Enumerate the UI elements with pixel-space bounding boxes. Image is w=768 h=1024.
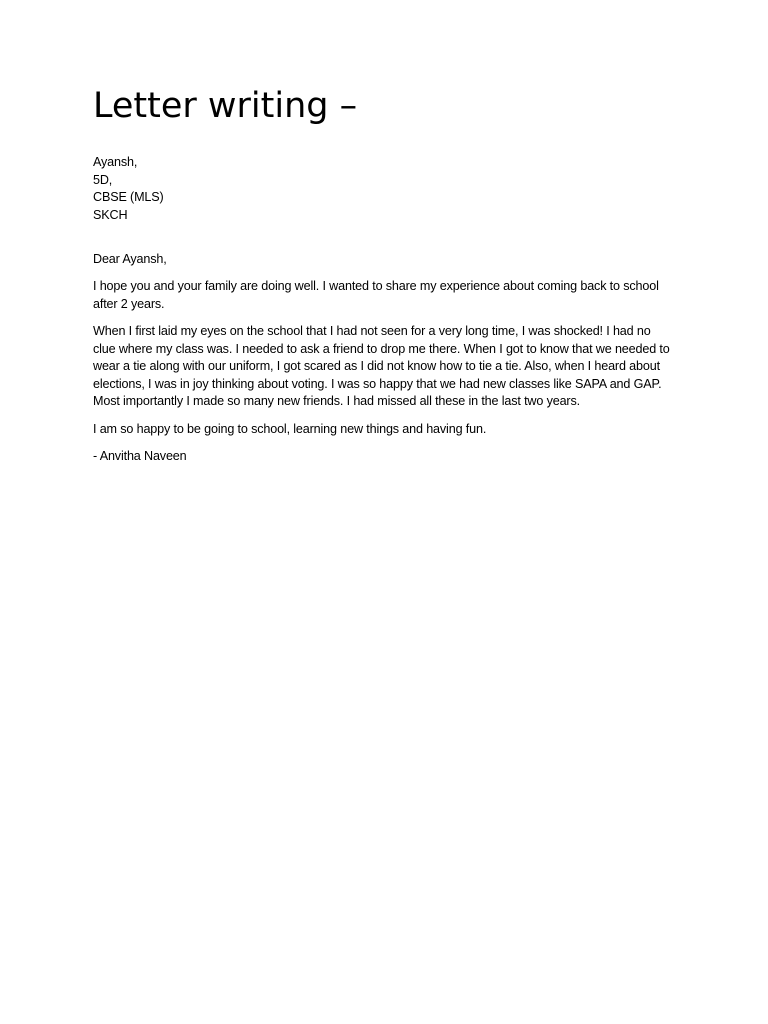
paragraph-intro: I hope you and your family are doing well. I wanted to share my experience about coming back to school after 2 years.: [93, 279, 659, 311]
salutation: Dear Ayansh,: [93, 252, 167, 266]
document-title: Letter writing –: [93, 86, 358, 126]
recipient-address: [93, 154, 673, 224]
paragraph-closing: I am so happy to be going to school, learning new things and having fun.: [93, 421, 487, 436]
signature: - Anvitha Naveen: [93, 448, 187, 463]
address-line-school: SKCH: [93, 207, 128, 222]
paragraph-experience: When I first laid my eyes on the school that I had not seen for a very long time, I was shocked! I had no clue where my class was. I needed to ask a friend to drop me there. When I got to know that we needed to wear a tie along with our uniform, I got scared as I did not know how to tie a tie. Also, when I heard about elections, I was in joy thinking about voting. I was so happy that we had new classes like SAPA and GAP. Most importantly I made so many new friends. I had missed all these in the last two years.: [93, 323, 670, 409]
address-line-board: CBSE (MLS): [93, 190, 164, 205]
letter-body: [93, 251, 673, 475]
address-line-name: Ayansh,: [93, 155, 138, 169]
address-line-class: 5D,: [93, 172, 113, 187]
